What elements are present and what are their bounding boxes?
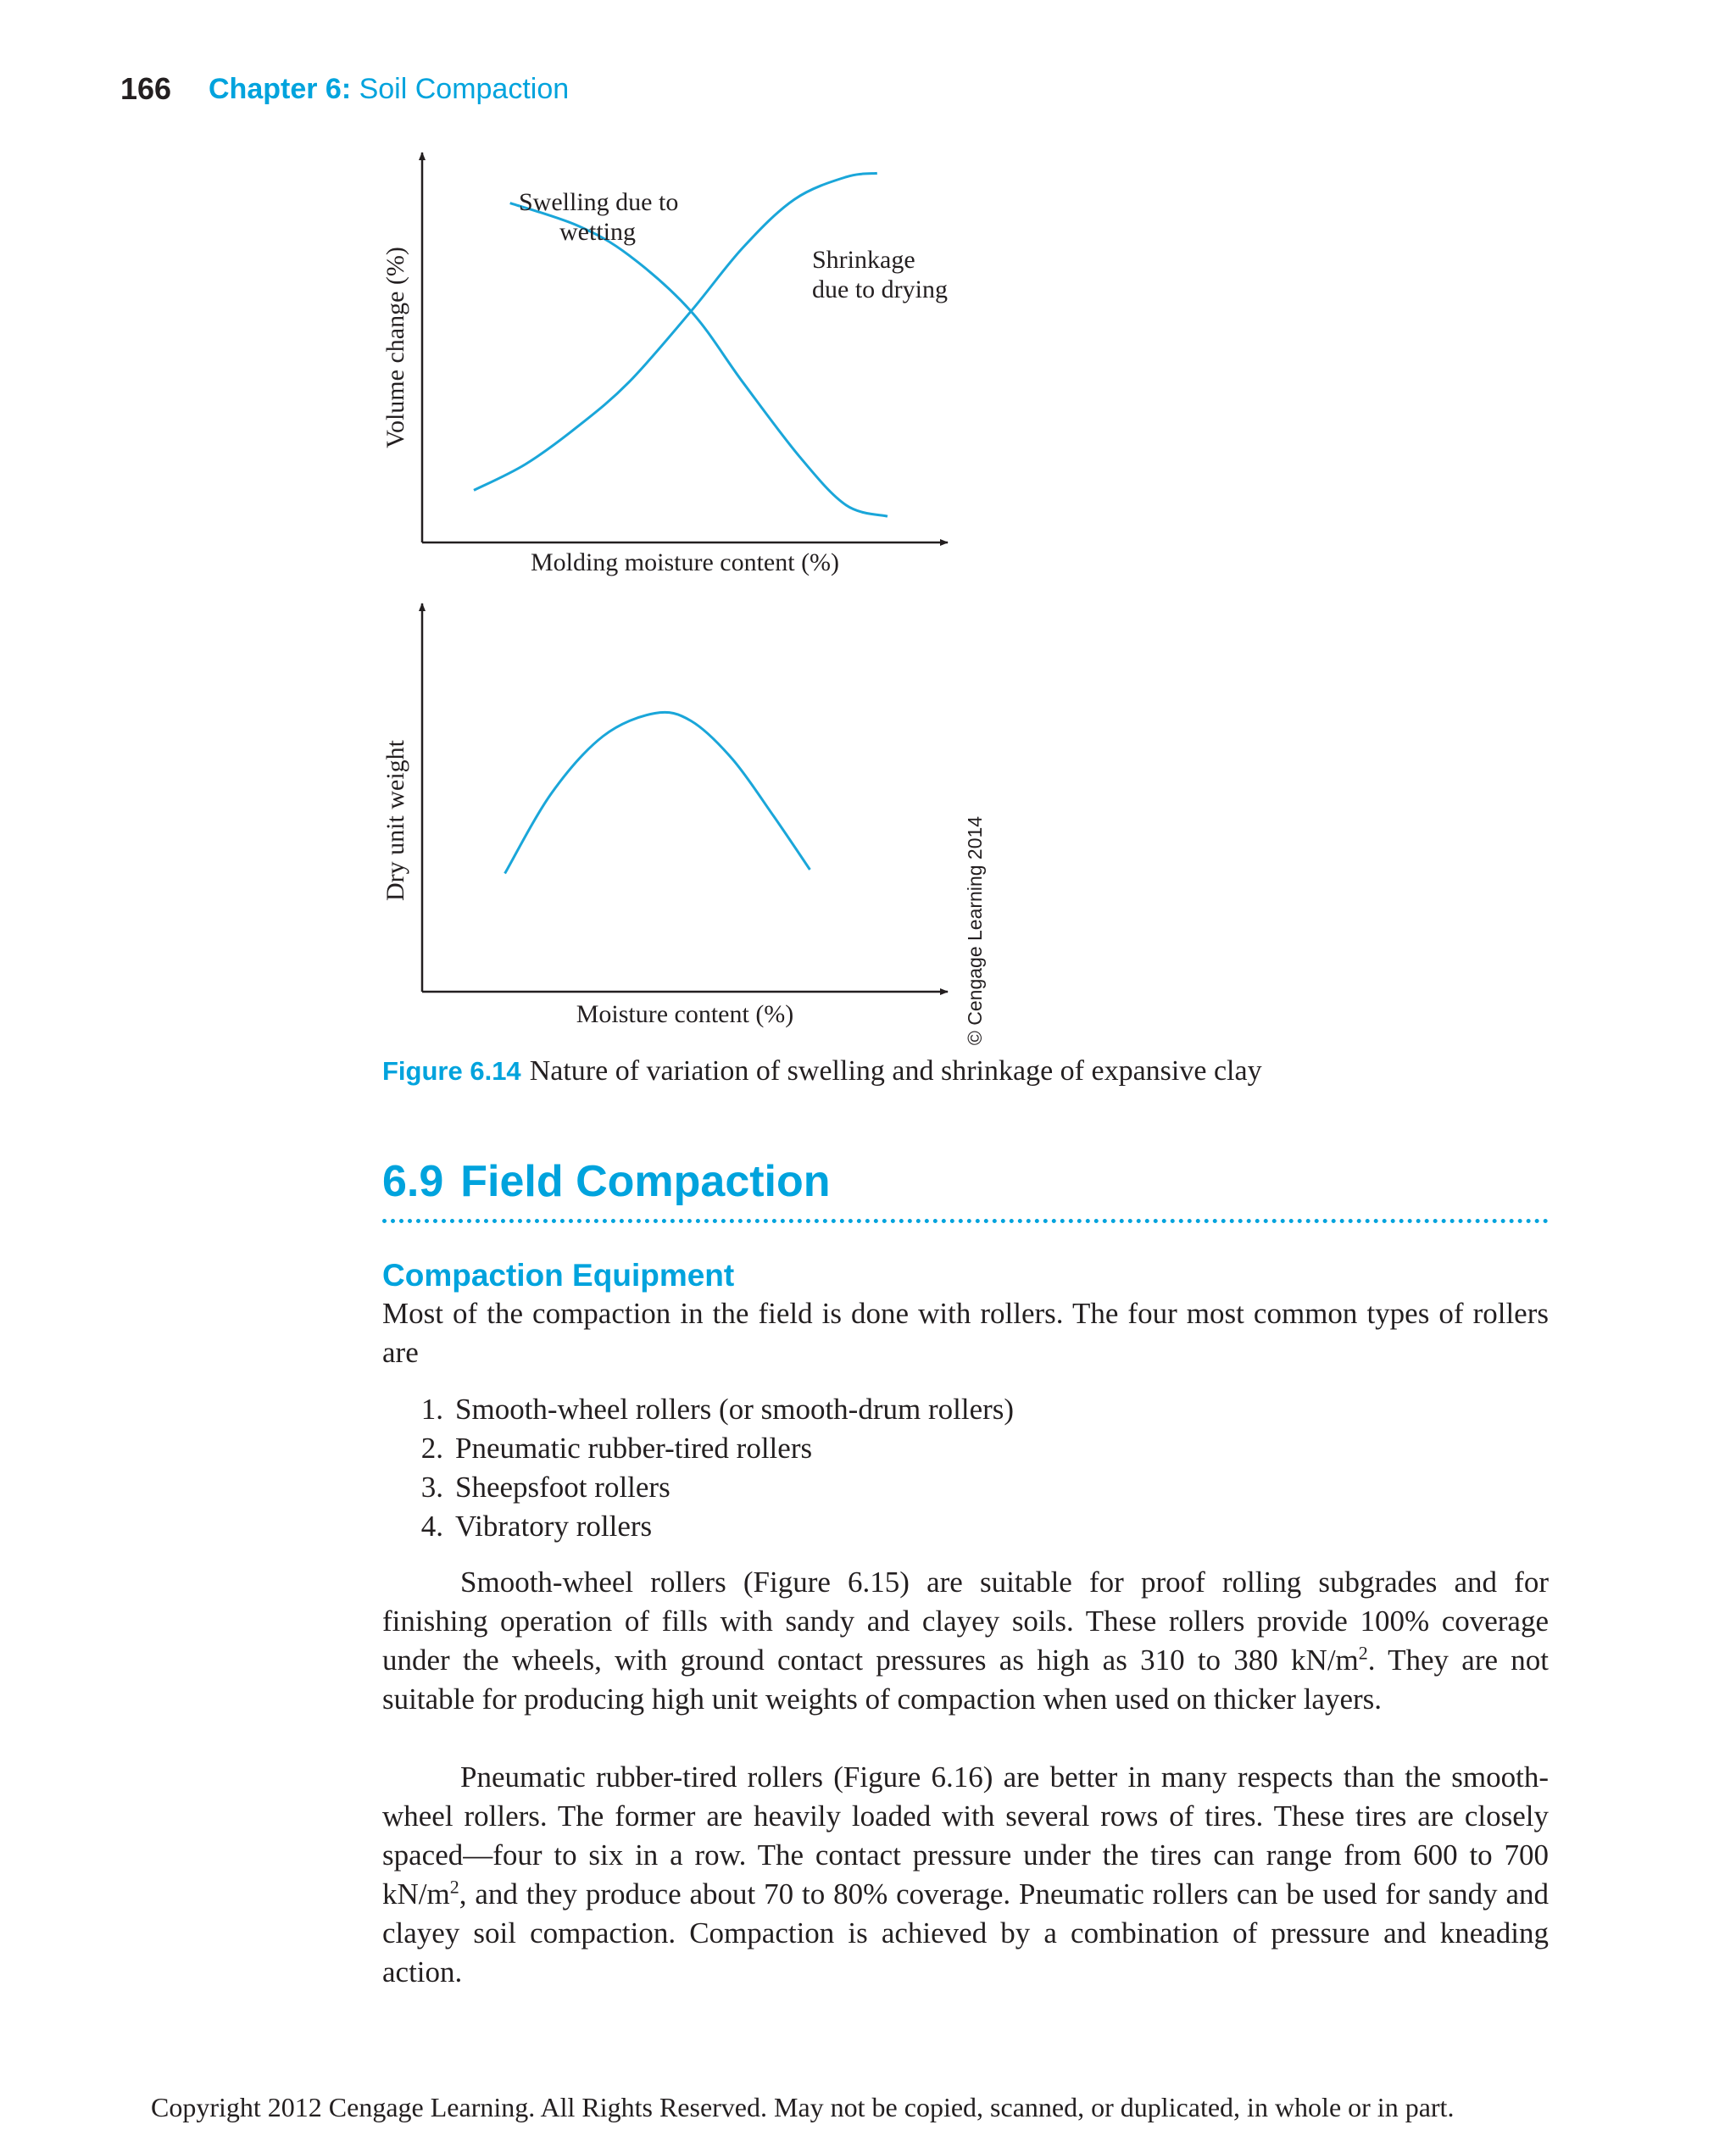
para2-text-a: Pneumatic rubber-tired rollers (Figure 6.16) are better in many respects than the smooth-wheel rollers. The former are heavily loaded with several rows of tires. These tires are closely spaced—four to six in a row. The contact pressure under the tires can range from 600 to 700 kN/m: [382, 1760, 1549, 1911]
copyright-side-note: © Cengage Learning 2014: [964, 815, 986, 1046]
list-item-text: Vibratory rollers: [455, 1510, 653, 1543]
para2-superscript: 2: [449, 1876, 459, 1898]
section-divider: [382, 1219, 1549, 1223]
shrinkage-curve: [474, 173, 877, 490]
list-item-number: 2.: [420, 1432, 443, 1465]
roller-types-list: [382, 1390, 1014, 1546]
figure-caption-text: Nature of variation of swelling and shrinkage of expansive clay: [529, 1055, 1262, 1087]
chart2-x-label: Moisture content (%): [576, 1000, 794, 1028]
para1-superscript: 2: [1358, 1642, 1368, 1664]
footer-copyright: Copyright 2012 Cengage Learning. All Rights Reserved. May not be copied, scanned, or duplicated, in whole or in part.: [151, 2092, 1455, 2122]
section-number: 6.9: [382, 1157, 444, 1206]
para2-text-b: , and they produce about 70 to 80% coverage. Pneumatic rollers can be used for sandy and clayey soil compaction. Compaction is achieved by a combination of pressure and kneading action.: [382, 1877, 1549, 1988]
para1-text-a: Smooth-wheel rollers (Figure 6.15) are suitable for proof rolling subgrades and for finishing operation of fills with sandy and clayey soils. These rollers provide 100% coverage under the wheels, with ground contact pressures as high as 310 to 380 kN/m: [382, 1566, 1549, 1677]
chapter-title: Soil Compaction: [359, 73, 570, 105]
list-item-number: 3.: [420, 1471, 443, 1504]
subsection-heading: Compaction Equipment: [382, 1258, 735, 1293]
list-item-text: Smooth-wheel rollers (or smooth-drum rollers): [455, 1393, 1015, 1426]
figure-number: Figure 6.14: [382, 1056, 521, 1086]
list-item-number: 1.: [420, 1393, 443, 1426]
shrinkage-label-line1: Shrinkage: [812, 246, 915, 274]
page-number: 166: [120, 71, 172, 106]
list-item-text: Pneumatic rubber-tired rollers: [455, 1432, 813, 1465]
para1-text-b: . They are not suitable for producing high unit weights of compaction when used on thicker layers.: [382, 1644, 1550, 1716]
chart2-y-label: Dry unit weight: [381, 740, 409, 901]
section-heading: [382, 1156, 831, 1207]
list-item: [382, 1507, 1014, 1546]
list-item: [382, 1468, 1014, 1507]
figure-caption: [382, 1055, 1262, 1087]
chapter-prefix: Chapter 6:: [209, 73, 352, 105]
compaction-curve: [505, 712, 810, 873]
section-title: Field Compaction: [460, 1157, 831, 1206]
shrinkage-label-line2: due to drying: [812, 275, 948, 303]
list-item: [382, 1429, 1014, 1468]
list-item-number: 4.: [420, 1510, 443, 1543]
paragraph-pneumatic: [382, 1758, 1549, 1992]
intro-paragraph: Most of the compaction in the field is done with rollers. The four most common types of rollers are: [382, 1297, 1549, 1369]
chart1-x-label: Molding moisture content (%): [530, 548, 840, 576]
list-item-text: Sheepsfoot rollers: [455, 1471, 670, 1504]
swelling-label-line1: Swelling due to: [519, 188, 679, 216]
paragraph-smooth-wheel: [382, 1563, 1549, 1719]
chart1-y-label: Volume change (%): [381, 247, 409, 448]
list-item: [382, 1390, 1014, 1429]
swelling-label-line2: wetting: [559, 218, 636, 246]
